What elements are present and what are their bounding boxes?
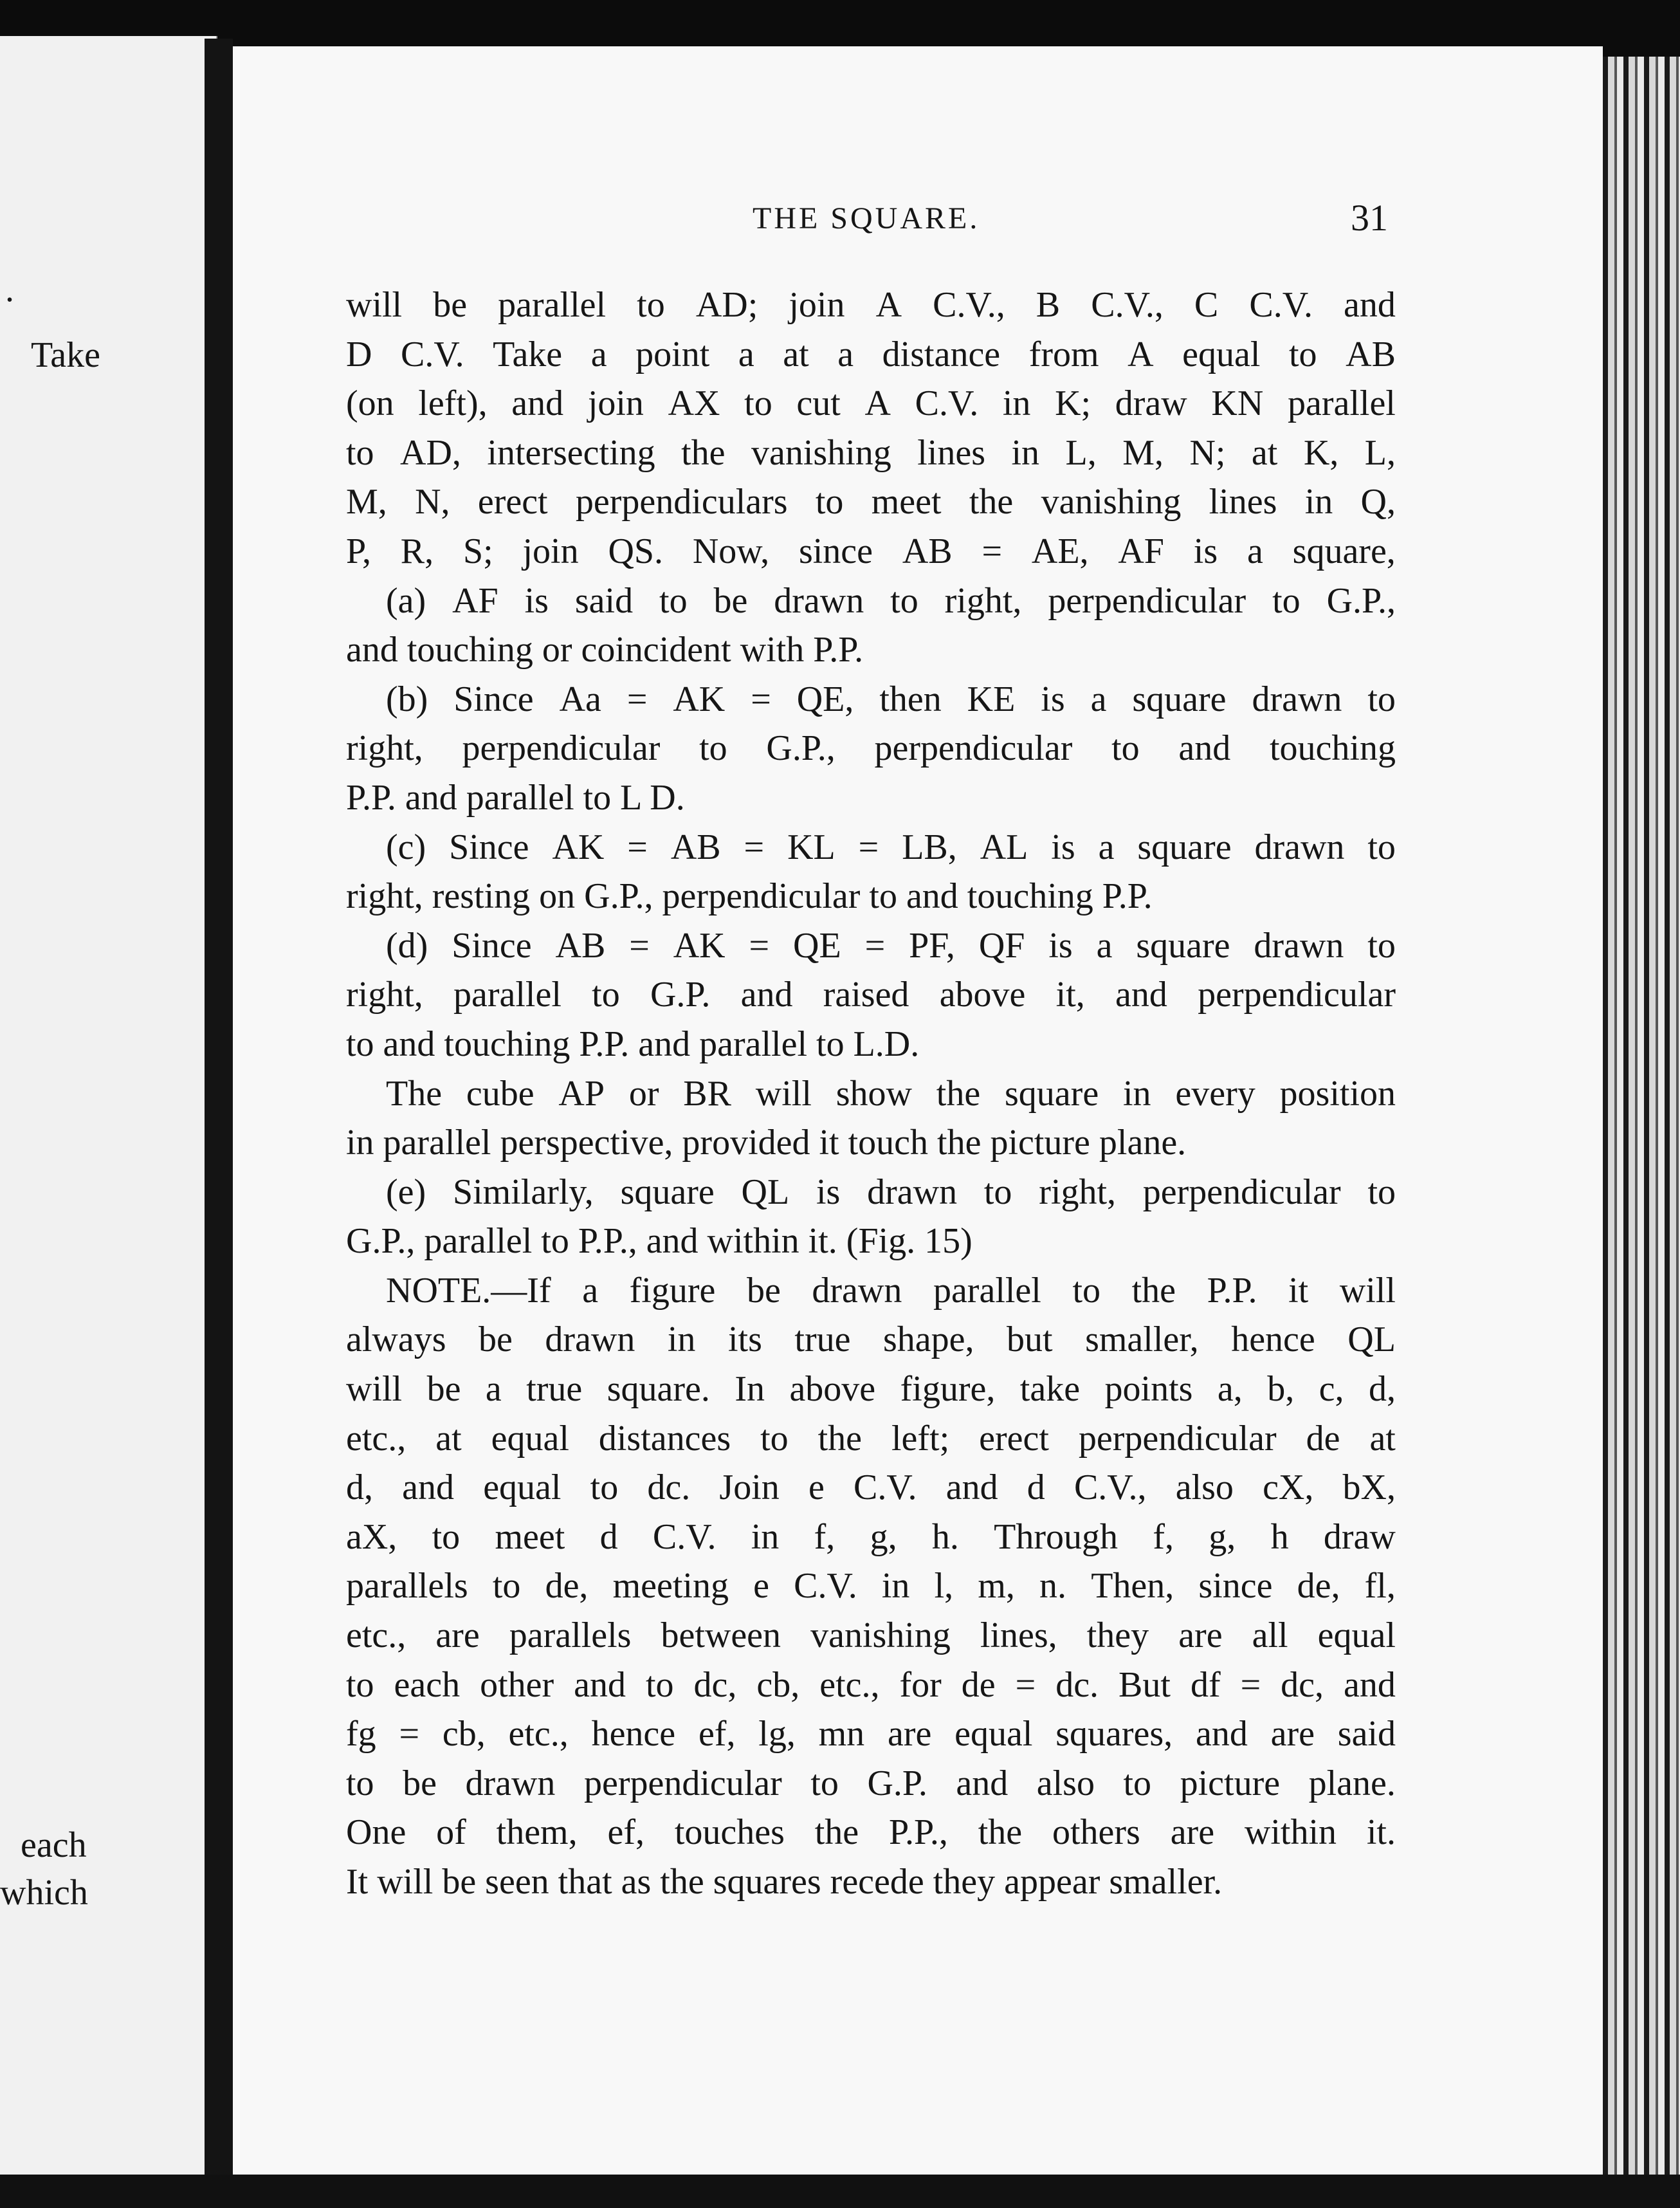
text-line: NOTE.—If a figure be drawn parallel to the P.P. it will <box>386 1270 1396 1311</box>
scan-bottom-border <box>0 2175 1680 2208</box>
text-line: (e) Similarly, square QL is drawn to right, perpendicular to <box>386 1172 1396 1212</box>
text-line: (on left), and join AX to cut A C.V. in K; draw KN parallel <box>346 383 1396 424</box>
text-line: fg = cb, etc., hence ef, lg, mn are equal squares, and are said <box>346 1714 1396 1754</box>
text-line: (d) Since AB = AK = QE = PF, QF is a square drawn to <box>386 925 1396 966</box>
text-line: P.P. and parallel to L D. <box>346 777 685 818</box>
text-line: right, resting on G.P., perpendicular to and touching P.P. <box>346 876 1153 917</box>
text-line: It will be seen that as the squares recede they appear smaller. <box>346 1862 1223 1902</box>
facing-page-fragment: each <box>21 1825 87 1865</box>
body-text <box>346 281 1396 1907</box>
text-line: P, R, S; join QS. Now, since AB = AE, AF is a square, <box>346 531 1396 571</box>
running-head: THE SQUARE. <box>753 201 980 235</box>
text-line: in parallel perspective, provided it touch the picture plane. <box>346 1123 1187 1163</box>
text-line: parallels to de, meeting e C.V. in l, m, n. Then, since de, fl, <box>346 1566 1396 1606</box>
text-line: aX, to meet d C.V. in f, g, h. Through f, g, h draw <box>346 1516 1396 1557</box>
text-line: One of them, ef, touches the P.P., the others are within it. <box>346 1812 1396 1853</box>
text-line: will be parallel to AD; join A C.V., B C.V., C C.V. and <box>346 285 1396 325</box>
facing-page-fragment: which <box>0 1873 88 1913</box>
facing-page-fragment: . <box>5 270 14 309</box>
book-gutter <box>205 39 233 2181</box>
text-line: G.P., parallel to P.P., and within it. (Fig. 15) <box>346 1221 972 1262</box>
text-line: right, parallel to G.P. and raised above it, and perpendicular <box>346 975 1396 1015</box>
text-line: will be a true square. In above figure, take points a, b, c, d, <box>346 1369 1396 1410</box>
facing-page-fragment: Take <box>31 335 101 375</box>
text-line: right, perpendicular to G.P., perpendicular to and touching <box>346 728 1396 769</box>
text-line: (b) Since Aa = AK = QE, then KE is a square drawn to <box>386 679 1396 719</box>
text-line: to each other and to dc, cb, etc., for de = dc. But df = dc, and <box>346 1664 1396 1705</box>
text-line: The cube AP or BR will show the square in every position <box>386 1073 1396 1114</box>
text-line: etc., at equal distances to the left; erect perpendicular de at <box>346 1418 1396 1458</box>
text-line: etc., are parallels between vanishing lines, they are all equal <box>346 1615 1396 1656</box>
page-edges <box>1603 57 1680 2180</box>
text-line: M, N, erect perpendiculars to meet the vanishing lines in Q, <box>346 482 1396 522</box>
text-line: (a) AF is said to be drawn to right, perpendicular to G.P., <box>386 580 1396 621</box>
text-line: always be drawn in its true shape, but smaller, hence QL <box>346 1320 1396 1360</box>
text-line: d, and equal to dc. Join e C.V. and d C.V., also cX, bX, <box>346 1467 1396 1508</box>
text-line: D C.V. Take a point a at a distance from A equal to AB <box>346 334 1396 374</box>
text-line: and touching or coincident with P.P. <box>346 630 864 670</box>
text-line: to AD, intersecting the vanishing lines in L, M, N; at K, L, <box>346 432 1396 473</box>
text-line: to be drawn perpendicular to G.P. and also to picture plane. <box>346 1763 1396 1803</box>
text-line: (c) Since AK = AB = KL = LB, AL is a square drawn to <box>386 827 1396 867</box>
text-line: to and touching P.P. and parallel to L.D. <box>346 1024 920 1064</box>
page-number: 31 <box>1351 197 1388 239</box>
